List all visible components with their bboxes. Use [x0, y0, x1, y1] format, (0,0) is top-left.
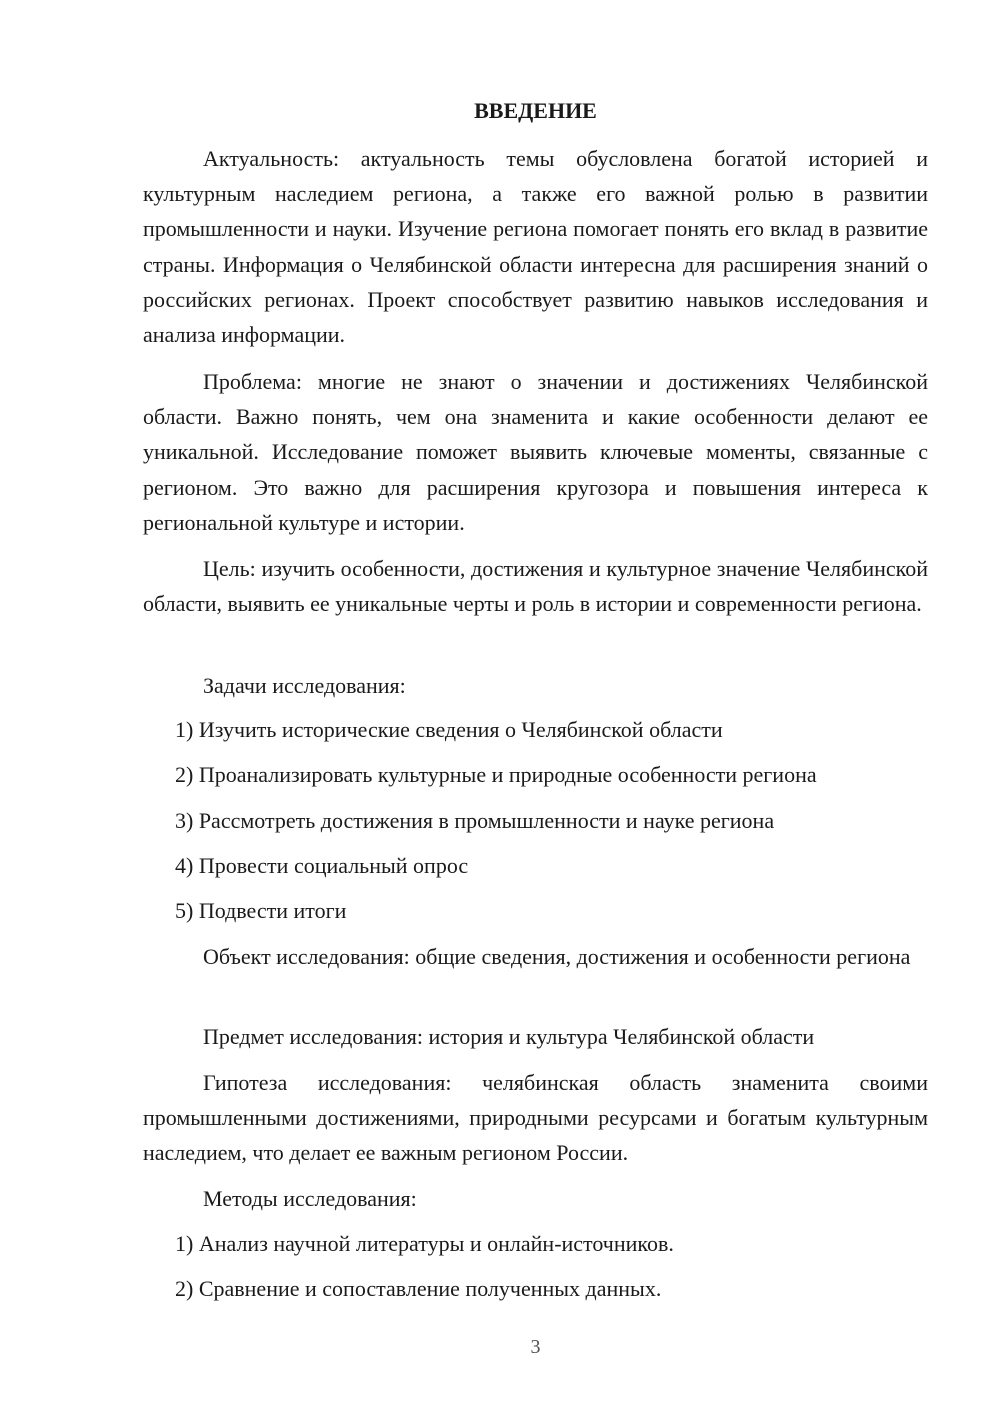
- page-number: 3: [530, 1336, 541, 1358]
- subject-paragraph: Предмет исследования: история и культура Челябинской области: [203, 1024, 815, 1049]
- methods-heading: Методы исследования:: [203, 1186, 417, 1211]
- page-title: ВВЕДЕНИЕ: [474, 98, 597, 123]
- object-paragraph: Объект исследования: общие сведения, достижения и особенности региона: [203, 944, 911, 969]
- document-page: [143, 0, 928, 1414]
- task-item: 1) Изучить исторические сведения о Челябинской области: [175, 717, 723, 742]
- task-item: 4) Провести социальный опрос: [175, 853, 469, 878]
- task-item: 3) Рассмотреть достижения в промышленности и науке региона: [175, 808, 775, 833]
- hypothesis-paragraph: Гипотеза исследования: челябинская область знаменита своими промышленными достижениями, природными ресурсами и богатым культурным наследием, что делает ее важным регионом России.: [143, 1070, 928, 1166]
- task-item: 2) Проанализировать культурные и природные особенности региона: [175, 762, 817, 787]
- tasks-heading: Задачи исследования:: [203, 673, 406, 698]
- task-item: 5) Подвести итоги: [175, 898, 347, 923]
- goal-paragraph: Цель: изучить особенности, достижения и культурное значение Челябинской области, выявить ее уникальные черты и роль в истории и современности региона.: [143, 556, 928, 617]
- method-item: 1) Анализ научной литературы и онлайн-источников.: [175, 1231, 674, 1256]
- method-item: 2) Сравнение и сопоставление полученных данных.: [175, 1276, 662, 1301]
- problem-paragraph: Проблема: многие не знают о значении и достижениях Челябинской области. Важно понять, чем она знаменита и какие особенности делают ее уникальной. Исследование поможет выявить ключевые моменты, связанные с регионом. Это важно для расширения кругозора и повышения интереса к региональной культуре и истории.: [143, 369, 928, 535]
- relevance-paragraph: Актуальность: актуальность темы обусловлена богатой историей и культурным наследием региона, а также его важной ролью в развитии промышленности и науки. Изучение региона помогает понять его вклад в развитие страны. Информация о Челябинской области интересна для расширения знаний о российских регионах. Проект способствует развитию навыков исследования и анализа информации.: [143, 146, 928, 348]
